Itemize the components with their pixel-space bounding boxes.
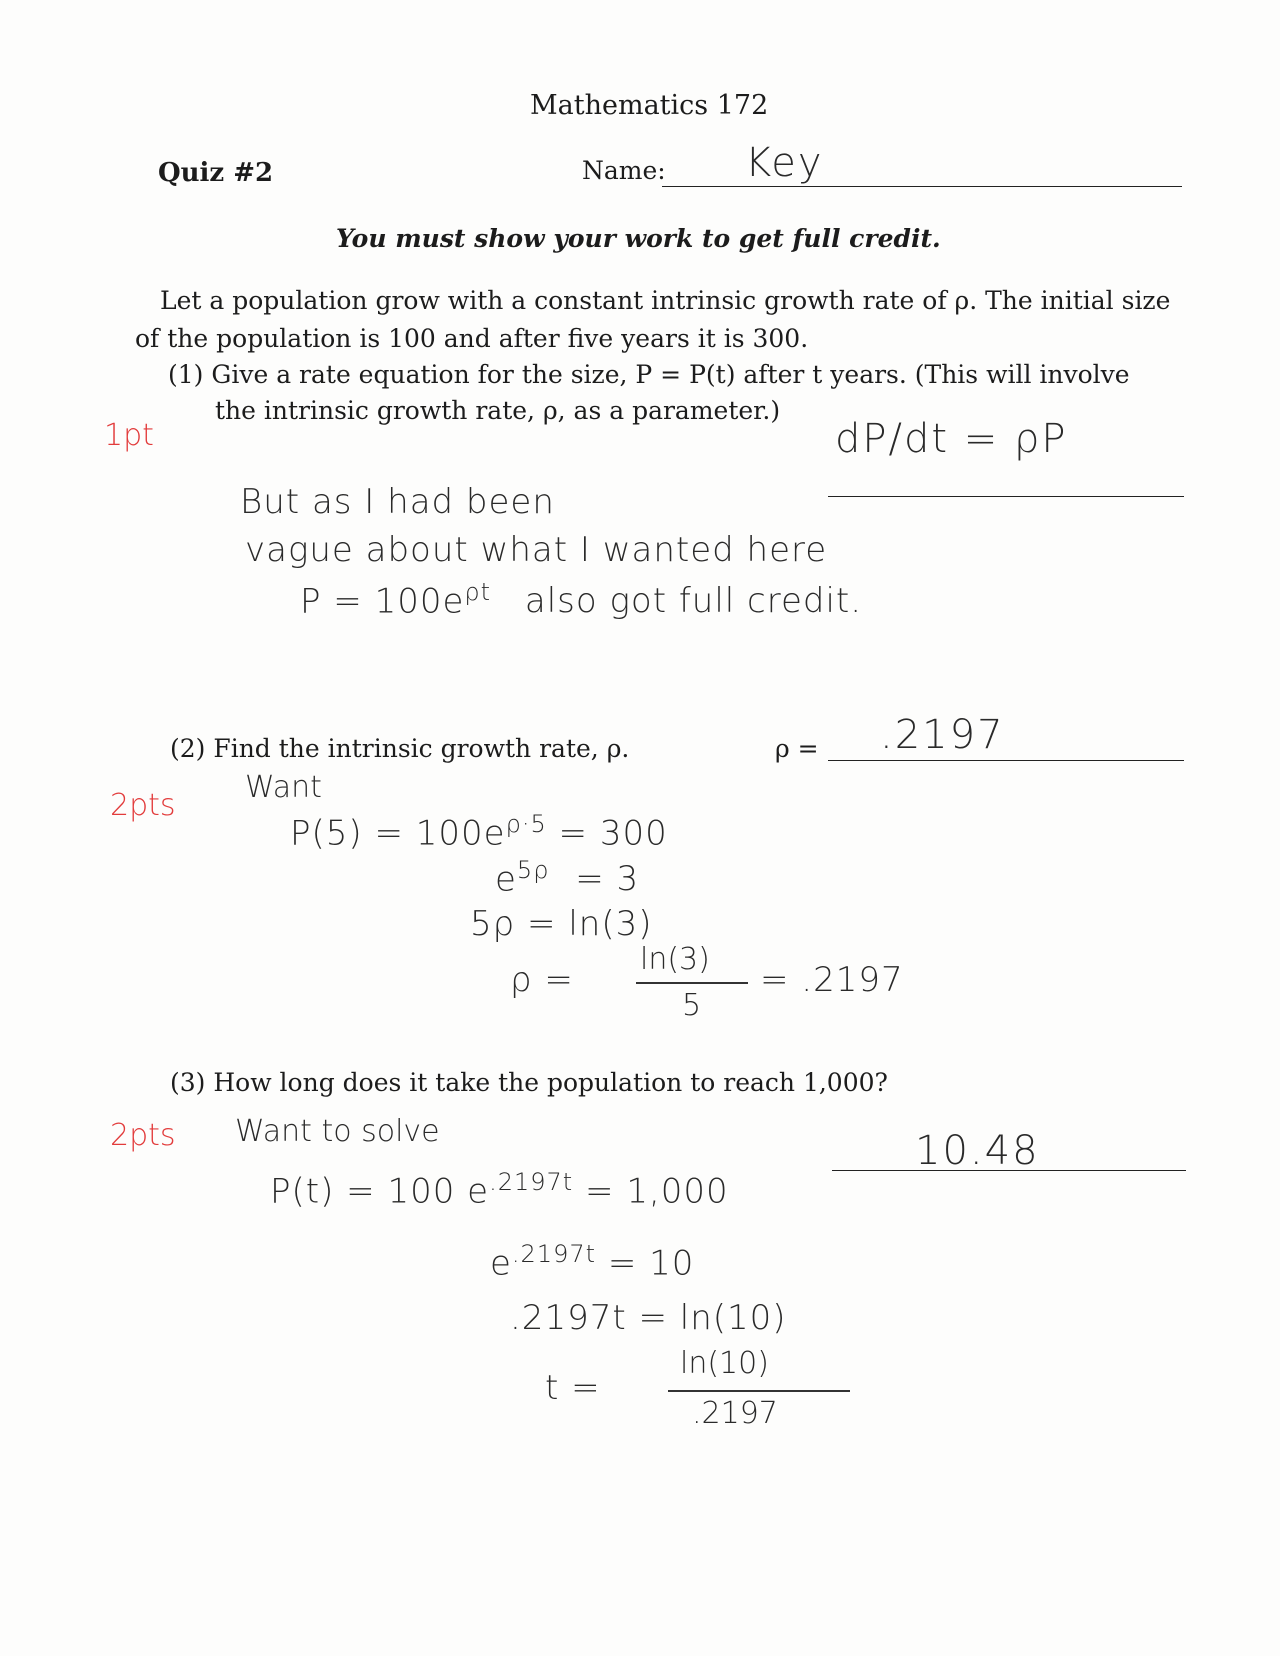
q1-answer-line <box>828 496 1184 497</box>
instruction: You must show your work to get full credit. <box>336 224 941 253</box>
q2-answer-line <box>828 760 1184 761</box>
q2-w2b: = 300 <box>558 813 668 854</box>
q3-w2b: = 1,000 <box>585 1171 729 1212</box>
q1-note-credit: also got full credit. <box>524 581 863 622</box>
q2-answer-label: ρ = <box>775 734 819 763</box>
q3-w3exp: .2197t <box>511 1240 597 1268</box>
q2-text: (2) Find the intrinsic growth rate, ρ. <box>170 734 630 763</box>
q1-note-line-1: But as I had been <box>240 482 555 522</box>
q1-text-line-2: the intrinsic growth rate, ρ, as a parameter.) <box>215 396 781 425</box>
q2-w2a: P(5) = 100e <box>290 813 506 854</box>
q2-work-line-4b: = .2197 <box>760 960 904 1000</box>
q1-note-formula: P = 100e <box>300 581 465 622</box>
q2-fraction-bar <box>636 982 748 984</box>
q2-fraction-denominator: 5 <box>682 988 702 1023</box>
q2-work-want: Want <box>245 770 322 805</box>
q3-answer: 10.48 <box>915 1128 1040 1174</box>
q2-w2exp: ρ·5 <box>505 810 547 838</box>
q1-points: 1pt <box>104 418 154 453</box>
q2-points: 2pts <box>110 788 176 823</box>
course-title: Mathematics 172 <box>530 90 769 121</box>
q3-w2a: P(t) = 100 e <box>270 1171 490 1212</box>
q3-work-line-2 <box>490 1240 694 1283</box>
q3-fraction-denominator: .2197 <box>692 1396 778 1431</box>
q2-work-line-4a: ρ = <box>510 960 574 1000</box>
q2-work-line-2 <box>495 856 639 899</box>
q3-answer-line <box>832 1170 1186 1171</box>
q2-w3a: e <box>495 859 517 900</box>
q3-work-line-1 <box>270 1168 729 1211</box>
q3-w3a: e <box>490 1243 512 1284</box>
q1-note-line-2: vague about what I wanted here <box>245 530 828 570</box>
name-line <box>662 186 1182 187</box>
q3-text: (3) How long does it take the population to reach 1,000? <box>170 1068 888 1097</box>
q3-w3b: = 10 <box>607 1243 695 1284</box>
q1-note-exponent: ρt <box>464 578 492 606</box>
q3-fraction-bar <box>668 1390 850 1392</box>
q1-answer: dP/dt = ρP <box>835 416 1068 462</box>
q3-fraction-numerator: ln(10) <box>680 1346 769 1381</box>
q1-text-line-1: (1) Give a rate equation for the size, P = P(t) after t years. (This will involve <box>168 360 1130 389</box>
q2-w3exp: 5ρ <box>516 856 550 884</box>
quiz-number: Quiz #2 <box>158 158 274 188</box>
q2-work-line-3: 5ρ = ln(3) <box>470 904 653 944</box>
q3-points: 2pts <box>110 1118 176 1153</box>
q2-answer: .2197 <box>880 712 1005 758</box>
q2-fraction-numerator: ln(3) <box>640 942 710 977</box>
q2-work-line-1 <box>290 810 668 853</box>
intro-line-1: Let a population grow with a constant intrinsic growth rate of ρ. The initial size <box>160 286 1171 315</box>
intro-line-2: of the population is 100 and after five years it is 300. <box>135 324 809 353</box>
q2-w3b: = 3 <box>575 859 640 900</box>
q3-work-line-3: .2197t = ln(10) <box>510 1298 787 1338</box>
q3-w2exp: .2197t <box>489 1168 574 1196</box>
q3-work-line-4a: t = <box>545 1368 601 1408</box>
q1-note-line-3 <box>300 578 862 621</box>
q3-work-want: Want to solve <box>235 1114 440 1149</box>
name-label: Name: <box>582 156 666 185</box>
name-value: Key <box>745 140 824 186</box>
